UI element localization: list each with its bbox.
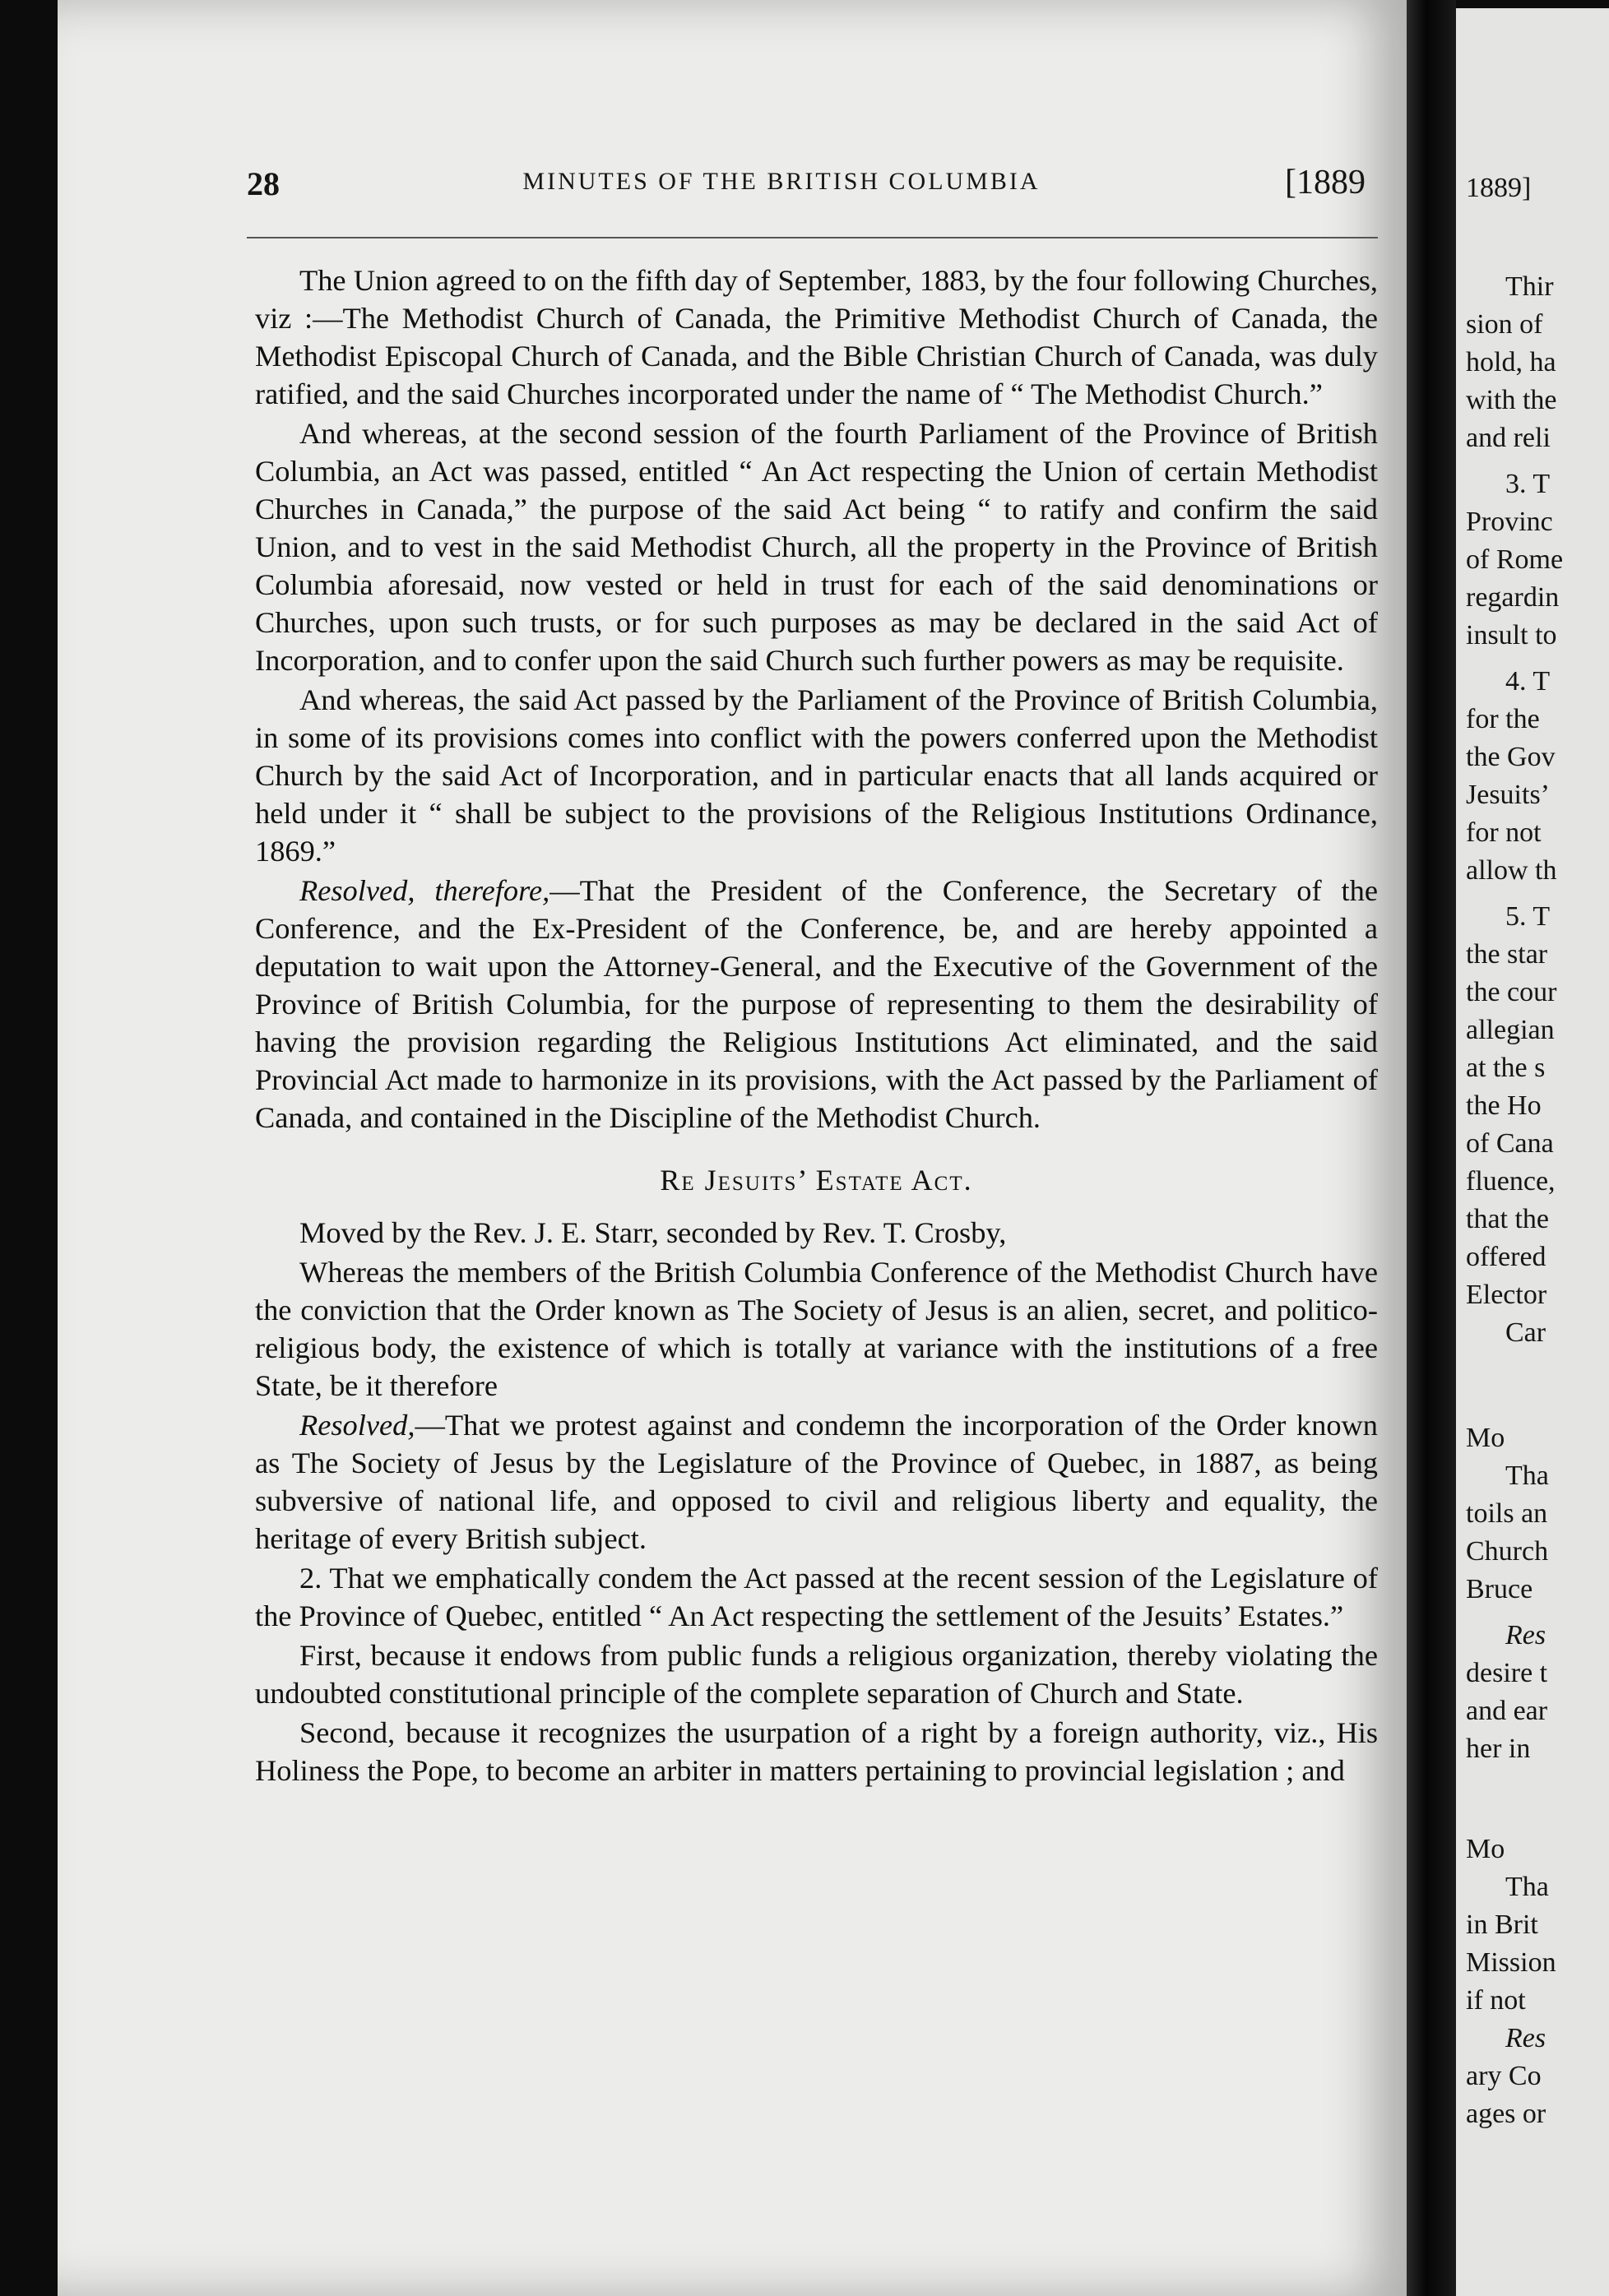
facing-page-line: Res: [1505, 2023, 1546, 2053]
facing-page-fragment: [1456, 8, 1609, 2296]
facing-page-line: fluence,: [1466, 1166, 1556, 1197]
facing-page-line: Elector: [1466, 1280, 1547, 1310]
facing-page-line: Provinc: [1466, 507, 1553, 537]
facing-page-line: for not: [1466, 817, 1542, 848]
facing-page-line: Mission: [1466, 1947, 1556, 1978]
paragraph-whereas-jesuits: Whereas the members of the British Columbia Conference of the Methodist Church have the conviction that the Order known as The Society of Jesus is an alien, secret, and politico-religious body, the existence of which is totally at variance with the institutions of a free State, be it therefore: [255, 1256, 1378, 1402]
facing-page-line: Mo: [1466, 1423, 1505, 1453]
facing-page-line: Car: [1505, 1317, 1546, 1348]
facing-page-line: that the: [1466, 1204, 1550, 1234]
moved-line: Moved by the Rev. J. E. Starr, seconded by Rev. T. Crosby,: [299, 1216, 1007, 1249]
page-number: 28: [247, 165, 280, 202]
facing-page-line: desire t: [1466, 1658, 1548, 1688]
facing-page-line: Tha: [1505, 1460, 1549, 1491]
facing-page-line: in Brit: [1466, 1909, 1538, 1940]
facing-page-line: toils an: [1466, 1498, 1548, 1529]
facing-page-line: sion of: [1466, 309, 1543, 340]
facing-page-line: and reli: [1466, 423, 1551, 453]
resolved-text: —That the President of the Conference, the Secretary of the Conference, and the Ex-President of the Conference, be, and are hereby appointed a deputation to wait upon the Attorney-General, and the Executive of the Government of the Province of British Columbia, for the purpose of representing to them the desirability of having the provision regarding the Religious Institutions Act eliminated, and the said Provincial Act made to harmonize in its provisions, with the Act passed by the Parliament of Canada, and contained in the Discipline of the Methodist Church.: [255, 874, 1378, 1134]
facing-page-line: allow th: [1466, 855, 1557, 886]
paragraph-first: First, because it endows from public funds a religious organization, thereby violating the undoubted constitutional principle of the complete separation of Church and State.: [255, 1639, 1378, 1710]
paragraph-union: The Union agreed to on the fifth day of September, 1883, by the four following Churches, viz :—The Methodist Church of Canada, the Primitive Methodist Church of Canada, the Methodist Episcopal Church of Canada, and the Bible Christian Church of Canada, was duly ratified, and the said Churches incorporated under the name of “ The Methodist Church.”: [255, 264, 1378, 410]
paragraph-resolved-protest: [255, 1406, 1378, 1558]
facing-page-line: the star: [1466, 939, 1548, 970]
facing-page-line: Res: [1505, 1620, 1546, 1650]
facing-page-line: the Ho: [1466, 1090, 1542, 1121]
resolved-lead-2: Resolved,: [299, 1409, 415, 1442]
facing-page-line: Bruce: [1466, 1574, 1533, 1604]
facing-page-line: if not: [1466, 1985, 1526, 2016]
header-rule: [247, 237, 1378, 238]
facing-page-line: her in: [1466, 1734, 1531, 1764]
resolved-text-2: —That we protest against and condemn the incorporation of the Order known as The Society of Jesus by the Legislature of the Province of Quebec, in 1887, as being subversive of national life, and opposed to civil and religious liberty and equality, the heritage of every British subject.: [255, 1409, 1378, 1555]
facing-page-line: the Gov: [1466, 742, 1556, 772]
facing-page-line: Church: [1466, 1536, 1549, 1567]
facing-page-line: and ear: [1466, 1696, 1548, 1726]
facing-page-line: allegian: [1466, 1015, 1555, 1045]
paragraph-whereas-1: And whereas, at the second session of the fourth Parliament of the Province of British Columbia, an Act was passed, entitled “ An Act respecting the Union of certain Methodist Churches in Canada,” the purpose of the said Act being “ to ratify and confirm the said Union, and to vest in the said Methodist Church, all the property in the Province of British Columbia aforesaid, now vested or held in trust for each of the said denominations or Churches, upon such trusts, or for such purposes as may be declared in the said Act of Incorporation, and to confer upon the said Church such further powers as may be requisite.: [255, 417, 1378, 677]
facing-page-line: hold, ha: [1466, 347, 1556, 377]
facing-page-line: 3. T: [1505, 469, 1551, 499]
facing-page-line: of Rome: [1466, 544, 1564, 575]
page-body: [255, 262, 1378, 1789]
facing-page-line: ages or: [1466, 2099, 1546, 2129]
header-year: [1889: [1285, 164, 1366, 201]
resolved-lead: Resolved, therefore,: [299, 874, 550, 907]
paragraph-whereas-2: And whereas, the said Act passed by the Parliament of the Province of British Columbia, in some of its provisions comes into conflict with the powers conferred upon the Methodist Church by the said Act of Incorporation, and in particular enacts that all lands acquired or held under it “ shall be subject to the provisions of the Religious Institutions Ordinance, 1869.”: [255, 683, 1378, 868]
facing-page-line: 4. T: [1505, 666, 1551, 697]
page-header: [189, 161, 1374, 211]
facing-page-line: of Cana: [1466, 1128, 1554, 1159]
paragraph-resolved-deputation: [255, 872, 1378, 1136]
book-gutter: [1407, 0, 1456, 2296]
running-title: MINUTES OF THE BRITISH COLUMBIA: [522, 168, 1041, 195]
facing-page-line: at the s: [1466, 1053, 1546, 1083]
facing-page-line: for the: [1466, 704, 1540, 734]
facing-page-line: regardin: [1466, 582, 1560, 613]
section-heading: Re Jesuits’ Estate Act.: [660, 1164, 973, 1197]
facing-page-line: Mo: [1466, 1834, 1505, 1864]
facing-page-line: Jesuits’: [1466, 780, 1550, 810]
facing-page-line: insult to: [1466, 620, 1557, 650]
facing-page-line: Thir: [1505, 271, 1554, 302]
paragraph-condem: 2. That we emphatically condem the Act passed at the recent session of the Legislature of the Province of Quebec, entitled “ An Act respecting the settlement of the Jesuits’ Estates.”: [255, 1562, 1378, 1632]
facing-page-line: 5. T: [1505, 901, 1551, 932]
facing-page-line: ary Co: [1466, 2061, 1542, 2091]
paragraph-second: Second, because it recognizes the usurpation of a right by a foreign authority, viz., His Holiness the Pope, to become an arbiter in matters pertaining to provincial legislation ; and: [255, 1716, 1378, 1787]
facing-page-line: offered: [1466, 1242, 1546, 1272]
facing-page-line: the cour: [1466, 977, 1557, 1007]
facing-page-line: with the: [1466, 385, 1557, 415]
facing-page-line: Tha: [1505, 1872, 1549, 1902]
facing-page-line: 1889]: [1466, 173, 1532, 203]
